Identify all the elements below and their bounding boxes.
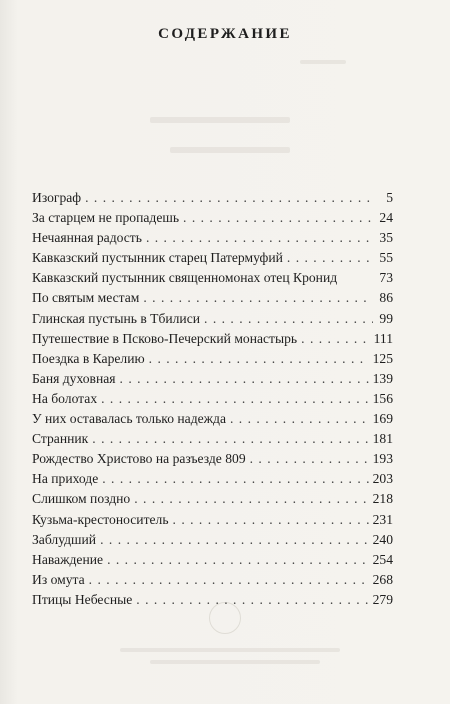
toc-entry-page: 139 — [372, 370, 393, 386]
toc-entry-page: 24 — [379, 210, 393, 226]
toc-entry[interactable] — [32, 228, 393, 248]
toc-entry-title: Кавказский пустынник священномонах отец Кронид — [32, 270, 338, 286]
toc-entry-title: Слишком поздно — [32, 491, 131, 507]
dot-leader — [143, 288, 373, 308]
toc-entry-page: 111 — [373, 330, 393, 346]
toc-entry-title: Глинская пустынь в Тбилиси — [32, 310, 201, 326]
dot-leader — [136, 590, 368, 610]
toc-entry-title: Кавказский пустынник старец Патермуфий — [32, 250, 283, 266]
toc-entry-page: 268 — [372, 571, 393, 587]
toc-entry-page: 156 — [372, 390, 393, 406]
dot-leader — [120, 369, 369, 389]
toc-entry-title: Птицы Небесные — [32, 591, 133, 607]
toc-entry-title: Изограф — [32, 190, 82, 205]
show-through-mark — [150, 117, 290, 123]
dot-leader — [102, 469, 368, 489]
toc-entry-title: Из омута — [32, 571, 85, 587]
dot-leader — [149, 349, 369, 369]
toc-entry-page: 203 — [372, 471, 393, 487]
toc-entry[interactable] — [32, 469, 393, 489]
toc-entry-title: Заблудший — [32, 531, 97, 547]
toc-entry[interactable] — [32, 510, 393, 530]
toc-entry-page: 5 — [386, 190, 393, 205]
show-through-mark — [120, 648, 340, 652]
show-through-mark — [300, 60, 346, 64]
toc-entry-page: 193 — [372, 451, 393, 467]
toc-entry-page: 99 — [379, 310, 393, 326]
dot-leader — [183, 208, 373, 228]
toc-entry[interactable] — [32, 570, 393, 590]
toc-entry-title: Путешествие в Псково-Печерский монастырь — [32, 330, 298, 346]
toc-entry[interactable] — [32, 248, 393, 268]
toc-entry-page: 231 — [372, 511, 393, 527]
toc-entry[interactable] — [32, 489, 393, 509]
toc-entry-title: Баня духовная — [32, 370, 116, 386]
toc-entry-title: На болотах — [32, 390, 98, 406]
toc-entry-title: Поездка в Карелию — [32, 350, 145, 366]
dot-leader — [146, 228, 373, 248]
toc-entry[interactable] — [32, 309, 393, 329]
toc-entry[interactable] — [32, 288, 393, 308]
dot-leader — [100, 530, 369, 550]
dot-leader — [89, 570, 369, 590]
toc-entry-page: 125 — [372, 350, 393, 366]
toc-entry[interactable] — [32, 208, 393, 228]
toc-entry-page: 254 — [372, 551, 393, 567]
toc-entry[interactable] — [32, 188, 393, 208]
dot-leader — [250, 449, 369, 469]
dot-leader — [92, 429, 368, 449]
toc-entry[interactable] — [32, 268, 393, 288]
toc-entry-title: За старцем не пропадешь — [32, 210, 180, 226]
toc-entry-page: 86 — [379, 290, 393, 306]
page-title: СОДЕРЖАНИЕ — [158, 26, 292, 42]
toc-entry-title: Нечаянная радость — [32, 230, 142, 246]
toc-entry[interactable] — [32, 389, 393, 409]
toc-entry-title: Наваждение — [32, 551, 104, 567]
toc-entry[interactable] — [32, 329, 393, 349]
dot-leader — [85, 188, 373, 208]
toc-entry-page: 181 — [372, 431, 393, 447]
toc-entry[interactable] — [32, 590, 393, 610]
table-of-contents — [32, 188, 393, 610]
dot-leader — [173, 510, 369, 530]
toc-entry-page: 218 — [372, 491, 393, 507]
toc-entry[interactable] — [32, 349, 393, 369]
toc-entry[interactable] — [32, 449, 393, 469]
toc-entry-title: У них оставалась только надежда — [32, 411, 226, 427]
dot-leader — [101, 389, 368, 409]
dot-leader — [107, 550, 369, 570]
toc-entry[interactable] — [32, 369, 393, 389]
toc-entry-title: Кузьма-крестоноситель — [32, 511, 169, 527]
show-through-mark — [170, 147, 290, 153]
toc-entry-title: По святым местам — [32, 290, 140, 306]
show-through-mark — [150, 660, 320, 664]
toc-entry-title: На приходе — [32, 471, 99, 487]
dot-leader — [230, 409, 369, 429]
toc-entry-title: Странник — [32, 431, 89, 447]
toc-entry-page: 73 — [379, 270, 393, 286]
toc-entry-page: 279 — [372, 591, 393, 607]
toc-entry-page: 240 — [372, 531, 393, 547]
dot-leader — [204, 309, 373, 329]
toc-entry[interactable] — [32, 409, 393, 429]
toc-entry-page: 55 — [379, 250, 393, 266]
toc-entry-title: Рождество Христово на разъезде 809 — [32, 451, 246, 467]
toc-entry[interactable] — [32, 530, 393, 550]
dot-leader — [134, 489, 368, 509]
toc-entry[interactable] — [32, 550, 393, 570]
toc-entry[interactable] — [32, 429, 393, 449]
dot-leader — [287, 248, 373, 268]
toc-entry-page: 169 — [372, 411, 393, 427]
dot-leader — [301, 329, 369, 349]
toc-entry-page: 35 — [379, 230, 393, 246]
